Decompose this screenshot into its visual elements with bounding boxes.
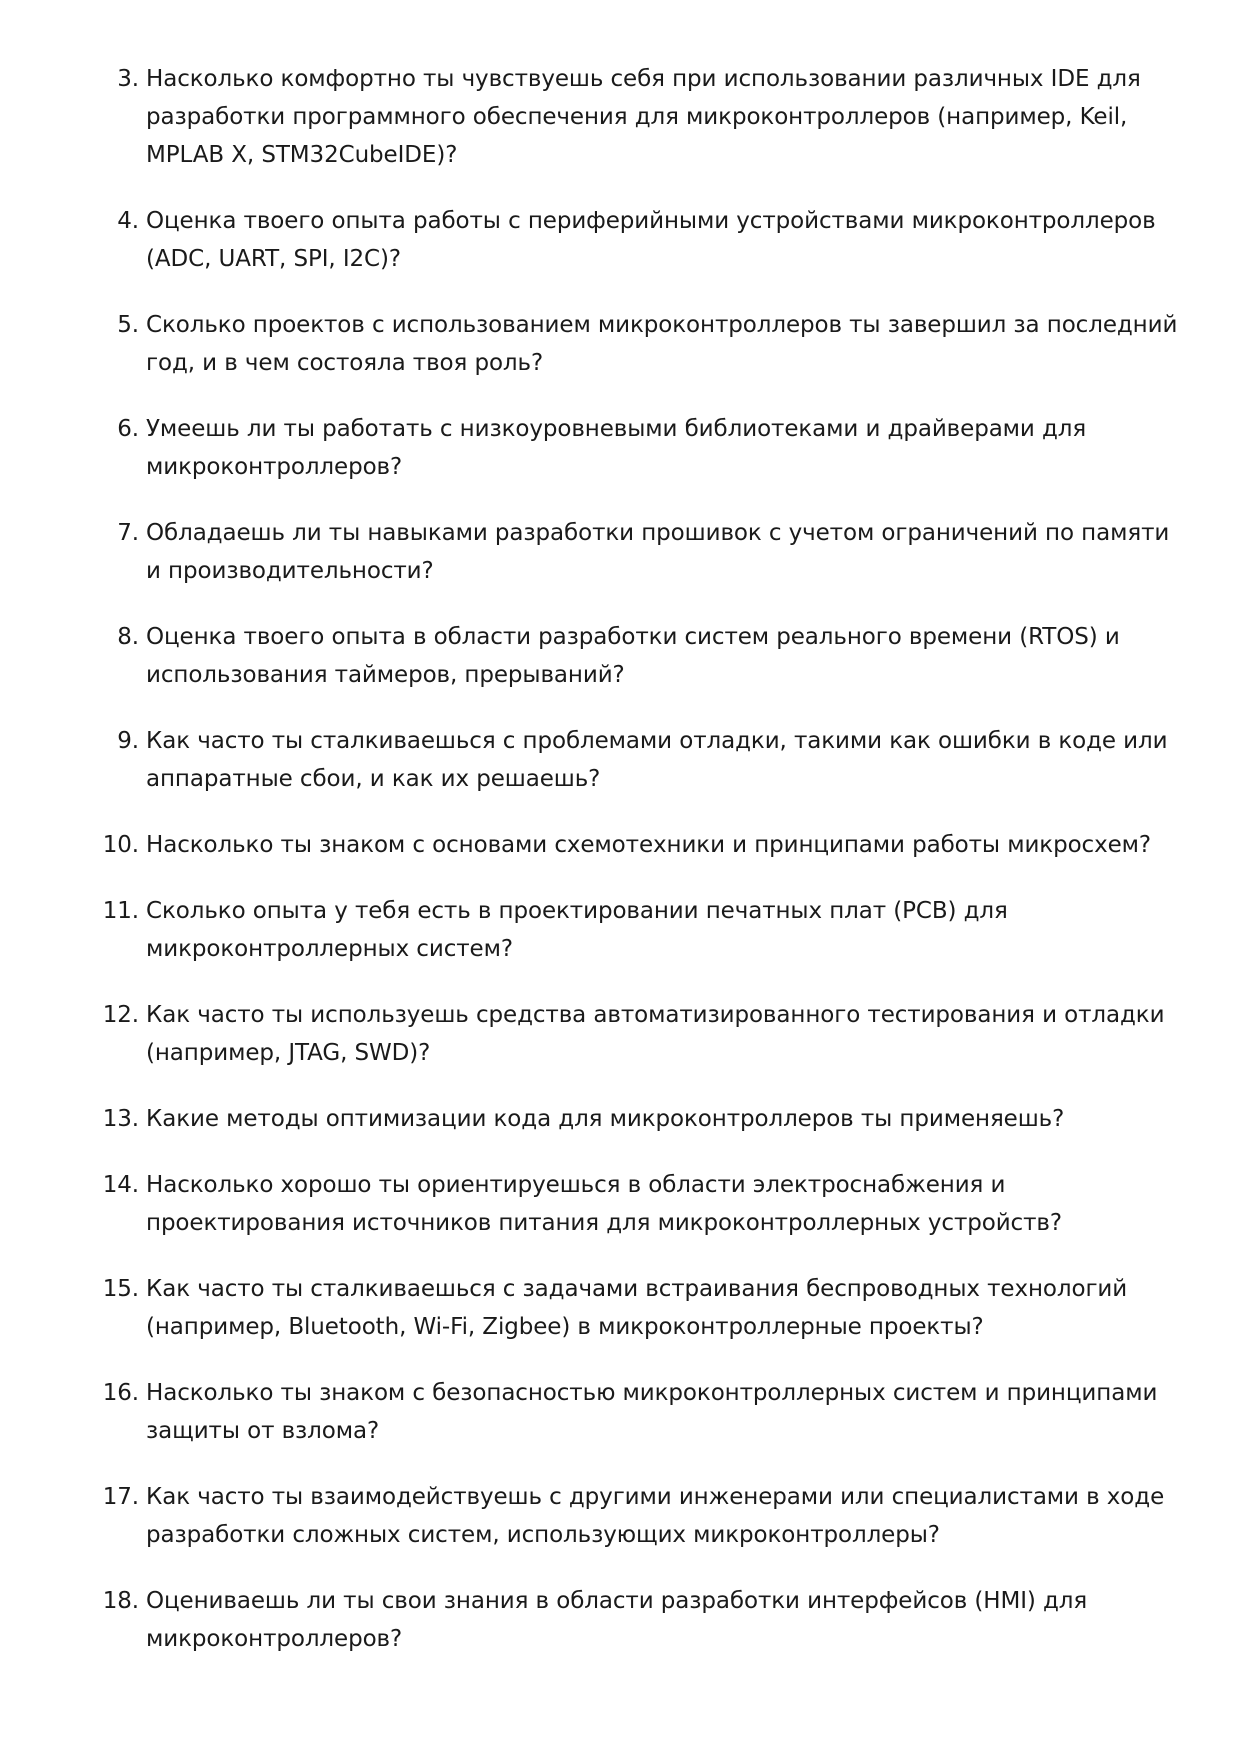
question-text: Оценка твоего опыта работы с периферийными устройствами микроконтроллеров (ADC, UART, SPI, I2C)? bbox=[146, 208, 1156, 272]
question-item bbox=[0, 410, 1239, 486]
question-text: Насколько комфортно ты чувствуешь себя при использовании различных IDE для разработки программного обеспечения для микроконтроллеров (например, Keil, MPLAB X, STM32CubeIDE)? bbox=[146, 66, 1141, 168]
question-number: 8. bbox=[117, 624, 139, 650]
question-item bbox=[0, 202, 1239, 278]
question-number: 17. bbox=[102, 1484, 139, 1510]
question-item bbox=[0, 60, 1239, 174]
question-number: 13. bbox=[102, 1106, 139, 1132]
question-text: Какие методы оптимизации кода для микроконтроллеров ты применяешь? bbox=[146, 1106, 1065, 1132]
question-number: 18. bbox=[102, 1588, 139, 1614]
question-item bbox=[0, 892, 1239, 968]
question-item bbox=[0, 306, 1239, 382]
question-number: 12. bbox=[102, 1002, 139, 1028]
question-item bbox=[0, 996, 1239, 1072]
question-text: Обладаешь ли ты навыками разработки прошивок с учетом ограничений по памяти и производительности? bbox=[146, 520, 1170, 584]
question-number: 16. bbox=[102, 1380, 139, 1406]
question-text: Как часто ты сталкиваешься с проблемами отладки, такими как ошибки в коде или аппаратные сбои, и как их решаешь? bbox=[146, 728, 1168, 792]
question-number: 3. bbox=[117, 66, 139, 92]
question-number: 14. bbox=[102, 1172, 139, 1198]
question-item bbox=[0, 1374, 1239, 1450]
question-text: Как часто ты взаимодействуешь с другими инженерами или специалистами в ходе разработки сложных систем, использующих микроконтроллеры? bbox=[146, 1484, 1165, 1548]
question-text: Насколько хорошо ты ориентируешься в области электроснабжения и проектирования источников питания для микроконтроллерных устройств? bbox=[146, 1172, 1062, 1236]
question-text: Насколько ты знаком с безопасностью микроконтроллерных систем и принципами защиты от взлома? bbox=[146, 1380, 1158, 1444]
question-list bbox=[0, 60, 1239, 1686]
question-number: 5. bbox=[117, 312, 139, 338]
question-item bbox=[0, 722, 1239, 798]
question-item bbox=[0, 826, 1239, 864]
question-text: Насколько ты знаком с основами схемотехники и принципами работы микросхем? bbox=[146, 832, 1152, 858]
question-text: Умеешь ли ты работать с низкоуровневыми библиотеками и драйверами для микроконтроллеров? bbox=[146, 416, 1087, 480]
question-number: 6. bbox=[117, 416, 139, 442]
question-item bbox=[0, 1582, 1239, 1658]
question-item bbox=[0, 514, 1239, 590]
question-number: 15. bbox=[102, 1276, 139, 1302]
question-text: Сколько проектов с использованием микроконтроллеров ты завершил за последний год, и в чем состояла твоя роль? bbox=[146, 312, 1178, 376]
question-text: Сколько опыта у тебя есть в проектировании печатных плат (PCB) для микроконтроллерных систем? bbox=[146, 898, 1008, 962]
question-number: 11. bbox=[102, 898, 139, 924]
question-text: Как часто ты сталкиваешься с задачами встраивания беспроводных технологий (например, Bluetooth, Wi-Fi, Zigbee) в микроконтроллерные проекты? bbox=[146, 1276, 1128, 1340]
question-number: 10. bbox=[102, 832, 139, 858]
question-item bbox=[0, 1100, 1239, 1138]
question-item bbox=[0, 1166, 1239, 1242]
question-number: 4. bbox=[117, 208, 139, 234]
question-number: 9. bbox=[117, 728, 139, 754]
question-text: Как часто ты используешь средства автоматизированного тестирования и отладки (например, JTAG, SWD)? bbox=[146, 1002, 1165, 1066]
question-text: Оцениваешь ли ты свои знания в области разработки интерфейсов (HMI) для микроконтроллеров? bbox=[146, 1588, 1088, 1652]
question-text: Оценка твоего опыта в области разработки систем реального времени (RTOS) и использования таймеров, прерываний? bbox=[146, 624, 1120, 688]
question-item bbox=[0, 1270, 1239, 1346]
question-item bbox=[0, 1478, 1239, 1554]
question-number: 7. bbox=[117, 520, 139, 546]
question-item bbox=[0, 618, 1239, 694]
